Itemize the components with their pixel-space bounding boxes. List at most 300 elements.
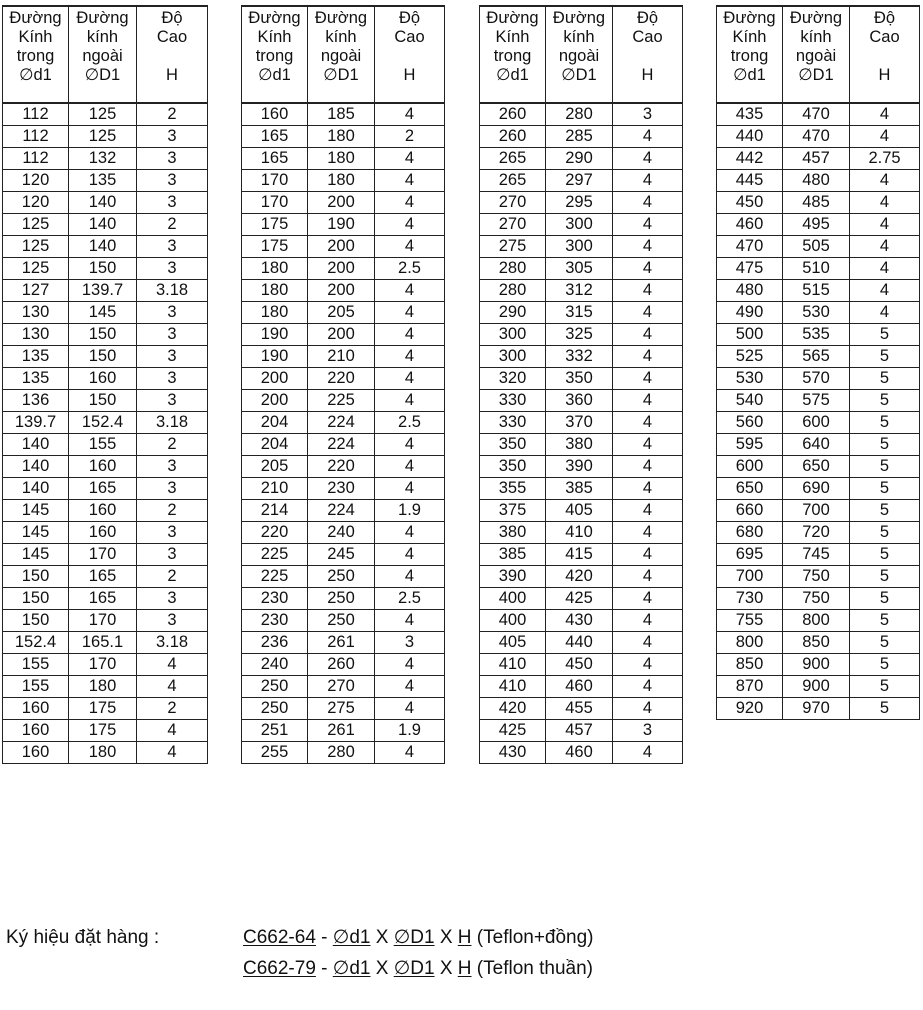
table-row — [242, 610, 445, 632]
cell-inner-diameter: 155 — [3, 676, 69, 698]
cell-height: 4 — [375, 192, 445, 214]
cell-outer-diameter: 650 — [783, 456, 850, 478]
cell-inner-diameter: 460 — [717, 214, 783, 236]
cell-height: 2 — [137, 500, 208, 522]
cell-outer-diameter: 170 — [69, 610, 137, 632]
cell-inner-diameter: 540 — [717, 390, 783, 412]
cell-inner-diameter: 410 — [480, 676, 546, 698]
cell-height: 5 — [850, 412, 920, 434]
cell-inner-diameter: 251 — [242, 720, 308, 742]
cell-outer-diameter: 565 — [783, 346, 850, 368]
table-row — [480, 434, 683, 456]
table-row — [717, 522, 920, 544]
cell-height: 4 — [375, 456, 445, 478]
cell-inner-diameter: 140 — [3, 456, 69, 478]
table-row — [242, 654, 445, 676]
cell-height: 5 — [850, 434, 920, 456]
table-row — [480, 588, 683, 610]
cell-outer-diameter: 280 — [546, 103, 613, 126]
cell-height: 3 — [613, 103, 683, 126]
table-row — [3, 434, 208, 456]
cell-outer-diameter: 190 — [308, 214, 375, 236]
cell-inner-diameter: 280 — [480, 280, 546, 302]
cell-outer-diameter: 900 — [783, 676, 850, 698]
cell-height: 4 — [850, 103, 920, 126]
table-header-row — [242, 6, 445, 103]
cell-height: 4 — [613, 214, 683, 236]
cell-height: 4 — [613, 236, 683, 258]
material-note: (Teflon thuần) — [471, 958, 593, 979]
table-row — [242, 103, 445, 126]
cell-inner-diameter: 250 — [242, 698, 308, 720]
cell-outer-diameter: 297 — [546, 170, 613, 192]
cell-outer-diameter: 180 — [69, 742, 137, 764]
cell-outer-diameter: 305 — [546, 258, 613, 280]
table-row — [717, 390, 920, 412]
cell-height: 4 — [375, 390, 445, 412]
cell-outer-diameter: 170 — [69, 544, 137, 566]
table-row — [3, 698, 208, 720]
product-code: C662-64 — [243, 927, 316, 948]
cell-height: 5 — [850, 346, 920, 368]
cell-height: 5 — [850, 632, 920, 654]
cell-outer-diameter: 165 — [69, 478, 137, 500]
cell-outer-diameter: 470 — [783, 126, 850, 148]
cell-height: 4 — [375, 566, 445, 588]
cell-outer-diameter: 152.4 — [69, 412, 137, 434]
cell-inner-diameter: 204 — [242, 434, 308, 456]
cell-inner-diameter: 400 — [480, 588, 546, 610]
cell-height: 3 — [137, 324, 208, 346]
size-table-2 — [241, 5, 445, 764]
cell-outer-diameter: 900 — [783, 654, 850, 676]
header-outer-diameter: Đường kính ngoài ∅D1 — [783, 6, 850, 103]
cell-inner-diameter: 700 — [717, 566, 783, 588]
cell-inner-diameter: 375 — [480, 500, 546, 522]
cell-height: 4 — [613, 148, 683, 170]
cell-height: 4 — [613, 456, 683, 478]
table-row — [3, 302, 208, 324]
table-row — [242, 434, 445, 456]
cell-outer-diameter: 970 — [783, 698, 850, 720]
cell-inner-diameter: 850 — [717, 654, 783, 676]
cell-height: 4 — [613, 280, 683, 302]
cell-inner-diameter: 170 — [242, 170, 308, 192]
cell-inner-diameter: 230 — [242, 610, 308, 632]
cell-outer-diameter: 370 — [546, 412, 613, 434]
cell-outer-diameter: 205 — [308, 302, 375, 324]
cell-height: 5 — [850, 698, 920, 720]
table-row — [480, 720, 683, 742]
cell-height: 4 — [850, 192, 920, 214]
cell-inner-diameter: 225 — [242, 544, 308, 566]
table-row — [242, 390, 445, 412]
cell-height: 4 — [375, 302, 445, 324]
cell-outer-diameter: 640 — [783, 434, 850, 456]
cell-height: 4 — [613, 654, 683, 676]
cell-inner-diameter: 280 — [480, 258, 546, 280]
cell-height: 2.75 — [850, 148, 920, 170]
table-row — [242, 588, 445, 610]
cell-outer-diameter: 380 — [546, 434, 613, 456]
table-row — [242, 500, 445, 522]
table-row — [717, 434, 920, 456]
cell-outer-diameter: 690 — [783, 478, 850, 500]
cell-height: 5 — [850, 610, 920, 632]
table-row — [717, 126, 920, 148]
table-row — [480, 280, 683, 302]
cell-outer-diameter: 200 — [308, 192, 375, 214]
table-row — [717, 456, 920, 478]
cell-inner-diameter: 660 — [717, 500, 783, 522]
cell-height: 3 — [137, 126, 208, 148]
table-row — [480, 346, 683, 368]
cell-height: 4 — [137, 742, 208, 764]
order-code-line-1: C662-64 - ∅d1 X ∅D1 X H (Teflon+đồng) — [243, 927, 594, 948]
cell-inner-diameter: 275 — [480, 236, 546, 258]
cell-outer-diameter: 312 — [546, 280, 613, 302]
table-row — [242, 302, 445, 324]
cell-height: 4 — [137, 720, 208, 742]
cell-inner-diameter: 205 — [242, 456, 308, 478]
table-row — [242, 280, 445, 302]
cell-outer-diameter: 165 — [69, 588, 137, 610]
cell-outer-diameter: 425 — [546, 588, 613, 610]
table-row — [717, 103, 920, 126]
cell-height: 4 — [613, 258, 683, 280]
cell-inner-diameter: 170 — [242, 192, 308, 214]
cell-outer-diameter: 360 — [546, 390, 613, 412]
cell-inner-diameter: 800 — [717, 632, 783, 654]
cell-height: 3 — [137, 456, 208, 478]
table-row — [3, 566, 208, 588]
cell-outer-diameter: 224 — [308, 500, 375, 522]
cell-inner-diameter: 380 — [480, 522, 546, 544]
table-row — [3, 720, 208, 742]
cell-inner-diameter: 920 — [717, 698, 783, 720]
cell-outer-diameter: 315 — [546, 302, 613, 324]
cell-outer-diameter: 150 — [69, 258, 137, 280]
cell-height: 4 — [613, 544, 683, 566]
cell-outer-diameter: 180 — [69, 676, 137, 698]
cell-height: 4 — [613, 676, 683, 698]
cell-height: 1.9 — [375, 500, 445, 522]
cell-inner-diameter: 225 — [242, 566, 308, 588]
header-height: Độ Cao H — [137, 6, 208, 103]
cell-inner-diameter: 140 — [3, 434, 69, 456]
cell-height: 4 — [613, 500, 683, 522]
table-row — [242, 258, 445, 280]
header-height: Độ Cao H — [613, 6, 683, 103]
cell-outer-diameter: 224 — [308, 412, 375, 434]
table-row — [480, 478, 683, 500]
cell-outer-diameter: 480 — [783, 170, 850, 192]
cell-height: 4 — [613, 434, 683, 456]
cell-height: 4 — [850, 302, 920, 324]
cell-inner-diameter: 300 — [480, 346, 546, 368]
table-row — [717, 236, 920, 258]
cell-height: 4 — [375, 280, 445, 302]
cell-outer-diameter: 140 — [69, 192, 137, 214]
cell-outer-diameter: 495 — [783, 214, 850, 236]
table-row — [717, 500, 920, 522]
cell-outer-diameter: 200 — [308, 280, 375, 302]
header-inner-diameter: Đường Kính trong ∅d1 — [480, 6, 546, 103]
cell-inner-diameter: 200 — [242, 368, 308, 390]
cell-inner-diameter: 440 — [717, 126, 783, 148]
height-symbol: H — [457, 927, 472, 948]
cell-outer-diameter: 350 — [546, 368, 613, 390]
inner-diameter-symbol: ∅d1 — [332, 927, 371, 948]
table-row — [3, 324, 208, 346]
cell-inner-diameter: 120 — [3, 192, 69, 214]
cell-inner-diameter: 175 — [242, 236, 308, 258]
table-row — [480, 544, 683, 566]
table-row — [717, 566, 920, 588]
cell-inner-diameter: 500 — [717, 324, 783, 346]
cell-inner-diameter: 405 — [480, 632, 546, 654]
cell-inner-diameter: 204 — [242, 412, 308, 434]
cell-inner-diameter: 155 — [3, 654, 69, 676]
cell-height: 4 — [850, 280, 920, 302]
cell-height: 4 — [613, 588, 683, 610]
table-row — [242, 368, 445, 390]
cell-outer-diameter: 150 — [69, 346, 137, 368]
cell-height: 4 — [375, 103, 445, 126]
cell-height: 4 — [613, 610, 683, 632]
cell-height: 5 — [850, 368, 920, 390]
cell-inner-diameter: 270 — [480, 214, 546, 236]
cell-outer-diameter: 165 — [69, 566, 137, 588]
size-table-4 — [716, 5, 920, 720]
cell-outer-diameter: 470 — [783, 103, 850, 126]
table-row — [242, 412, 445, 434]
table-row — [480, 170, 683, 192]
table-row — [480, 214, 683, 236]
cell-inner-diameter: 127 — [3, 280, 69, 302]
table-row — [3, 192, 208, 214]
table-row — [242, 456, 445, 478]
cell-outer-diameter: 410 — [546, 522, 613, 544]
table-row — [3, 236, 208, 258]
cell-outer-diameter: 295 — [546, 192, 613, 214]
cell-height: 4 — [613, 324, 683, 346]
cell-inner-diameter: 260 — [480, 126, 546, 148]
cell-inner-diameter: 190 — [242, 324, 308, 346]
cell-inner-diameter: 130 — [3, 324, 69, 346]
cell-inner-diameter: 136 — [3, 390, 69, 412]
cell-height: 4 — [850, 126, 920, 148]
cell-outer-diameter: 240 — [308, 522, 375, 544]
cell-outer-diameter: 160 — [69, 500, 137, 522]
cell-outer-diameter: 165.1 — [69, 632, 137, 654]
cell-outer-diameter: 575 — [783, 390, 850, 412]
cell-inner-diameter: 152.4 — [3, 632, 69, 654]
cell-outer-diameter: 261 — [308, 632, 375, 654]
table-row — [242, 148, 445, 170]
cell-outer-diameter: 180 — [308, 148, 375, 170]
cell-height: 2 — [137, 434, 208, 456]
cell-height: 4 — [375, 170, 445, 192]
cell-outer-diameter: 140 — [69, 214, 137, 236]
cell-height: 2 — [137, 103, 208, 126]
cell-outer-diameter: 332 — [546, 346, 613, 368]
material-note: (Teflon+đồng) — [471, 927, 594, 948]
cell-inner-diameter: 525 — [717, 346, 783, 368]
cell-outer-diameter: 750 — [783, 566, 850, 588]
cell-height: 3 — [137, 192, 208, 214]
cell-outer-diameter: 850 — [783, 632, 850, 654]
cell-inner-diameter: 355 — [480, 478, 546, 500]
cell-inner-diameter: 425 — [480, 720, 546, 742]
cell-height: 4 — [613, 566, 683, 588]
cell-inner-diameter: 180 — [242, 280, 308, 302]
cell-outer-diameter: 210 — [308, 346, 375, 368]
cell-height: 5 — [850, 390, 920, 412]
cell-inner-diameter: 190 — [242, 346, 308, 368]
cell-outer-diameter: 260 — [308, 654, 375, 676]
cell-inner-diameter: 125 — [3, 236, 69, 258]
cell-outer-diameter: 510 — [783, 258, 850, 280]
cell-outer-diameter: 139.7 — [69, 280, 137, 302]
cell-height: 2 — [375, 126, 445, 148]
table-row — [3, 588, 208, 610]
cell-outer-diameter: 135 — [69, 170, 137, 192]
cell-inner-diameter: 112 — [3, 126, 69, 148]
cell-inner-diameter: 290 — [480, 302, 546, 324]
table-row — [717, 676, 920, 698]
cell-height: 4 — [613, 632, 683, 654]
cell-outer-diameter: 700 — [783, 500, 850, 522]
cell-height: 5 — [850, 478, 920, 500]
table-row — [717, 412, 920, 434]
cell-height: 3 — [137, 390, 208, 412]
cell-inner-diameter: 490 — [717, 302, 783, 324]
cell-outer-diameter: 160 — [69, 522, 137, 544]
cell-inner-diameter: 410 — [480, 654, 546, 676]
table-row — [480, 236, 683, 258]
inner-diameter-symbol: ∅d1 — [332, 958, 371, 979]
cell-outer-diameter: 390 — [546, 456, 613, 478]
cell-inner-diameter: 230 — [242, 588, 308, 610]
cell-inner-diameter: 450 — [717, 192, 783, 214]
cell-outer-diameter: 275 — [308, 698, 375, 720]
header-outer-diameter: Đường kính ngoài ∅D1 — [69, 6, 137, 103]
cell-outer-diameter: 325 — [546, 324, 613, 346]
cell-outer-diameter: 185 — [308, 103, 375, 126]
cell-height: 4 — [850, 236, 920, 258]
table-row — [3, 148, 208, 170]
table-row — [717, 148, 920, 170]
table-row — [242, 720, 445, 742]
cell-outer-diameter: 132 — [69, 148, 137, 170]
cell-inner-diameter: 210 — [242, 478, 308, 500]
table-row — [242, 214, 445, 236]
cell-outer-diameter: 300 — [546, 214, 613, 236]
cell-inner-diameter: 135 — [3, 368, 69, 390]
cell-outer-diameter: 720 — [783, 522, 850, 544]
cell-outer-diameter: 245 — [308, 544, 375, 566]
cell-outer-diameter: 250 — [308, 610, 375, 632]
table-row — [242, 632, 445, 654]
cell-inner-diameter: 130 — [3, 302, 69, 324]
table-row — [3, 632, 208, 654]
cell-outer-diameter: 175 — [69, 720, 137, 742]
cell-inner-diameter: 145 — [3, 500, 69, 522]
cell-outer-diameter: 225 — [308, 390, 375, 412]
table-row — [3, 610, 208, 632]
cell-height: 4 — [375, 522, 445, 544]
cell-height: 5 — [850, 676, 920, 698]
cell-inner-diameter: 320 — [480, 368, 546, 390]
table-row — [242, 478, 445, 500]
cell-height: 4 — [375, 544, 445, 566]
cell-inner-diameter: 125 — [3, 214, 69, 236]
cell-height: 2.5 — [375, 412, 445, 434]
cell-inner-diameter: 255 — [242, 742, 308, 764]
cell-height: 4 — [613, 126, 683, 148]
cell-inner-diameter: 595 — [717, 434, 783, 456]
cell-inner-diameter: 150 — [3, 588, 69, 610]
cell-inner-diameter: 236 — [242, 632, 308, 654]
cell-height: 4 — [375, 324, 445, 346]
cell-outer-diameter: 175 — [69, 698, 137, 720]
cell-inner-diameter: 165 — [242, 126, 308, 148]
table-row — [717, 544, 920, 566]
product-code: C662-79 — [243, 958, 316, 979]
cell-inner-diameter: 260 — [480, 103, 546, 126]
cell-height: 4 — [613, 302, 683, 324]
cell-outer-diameter: 230 — [308, 478, 375, 500]
cell-inner-diameter: 330 — [480, 412, 546, 434]
cell-outer-diameter: 750 — [783, 588, 850, 610]
cell-outer-diameter: 220 — [308, 368, 375, 390]
cell-height: 4 — [613, 478, 683, 500]
cell-outer-diameter: 200 — [308, 236, 375, 258]
cell-height: 3.18 — [137, 280, 208, 302]
cell-inner-diameter: 145 — [3, 544, 69, 566]
cell-height: 4 — [613, 412, 683, 434]
cell-inner-diameter: 220 — [242, 522, 308, 544]
table-row — [717, 280, 920, 302]
cell-height: 4 — [850, 258, 920, 280]
table-row — [3, 280, 208, 302]
table-row — [717, 214, 920, 236]
table-row — [717, 324, 920, 346]
cell-outer-diameter: 150 — [69, 390, 137, 412]
cell-height: 3.18 — [137, 632, 208, 654]
cell-outer-diameter: 170 — [69, 654, 137, 676]
cell-inner-diameter: 180 — [242, 302, 308, 324]
cell-height: 2 — [137, 214, 208, 236]
outer-diameter-symbol: ∅D1 — [393, 958, 435, 979]
cell-inner-diameter: 200 — [242, 390, 308, 412]
cell-inner-diameter: 112 — [3, 103, 69, 126]
cell-outer-diameter: 224 — [308, 434, 375, 456]
cell-inner-diameter: 250 — [242, 676, 308, 698]
cell-height: 3 — [137, 258, 208, 280]
table-header-row — [717, 6, 920, 103]
cell-height: 4 — [850, 170, 920, 192]
table-row — [242, 192, 445, 214]
order-code-line-2: C662-79 - ∅d1 X ∅D1 X H (Teflon thuần) — [243, 958, 593, 979]
cell-outer-diameter: 505 — [783, 236, 850, 258]
table-row — [3, 103, 208, 126]
cell-outer-diameter: 415 — [546, 544, 613, 566]
table-row — [242, 126, 445, 148]
cell-inner-diameter: 430 — [480, 742, 546, 764]
size-table-3 — [479, 5, 683, 764]
